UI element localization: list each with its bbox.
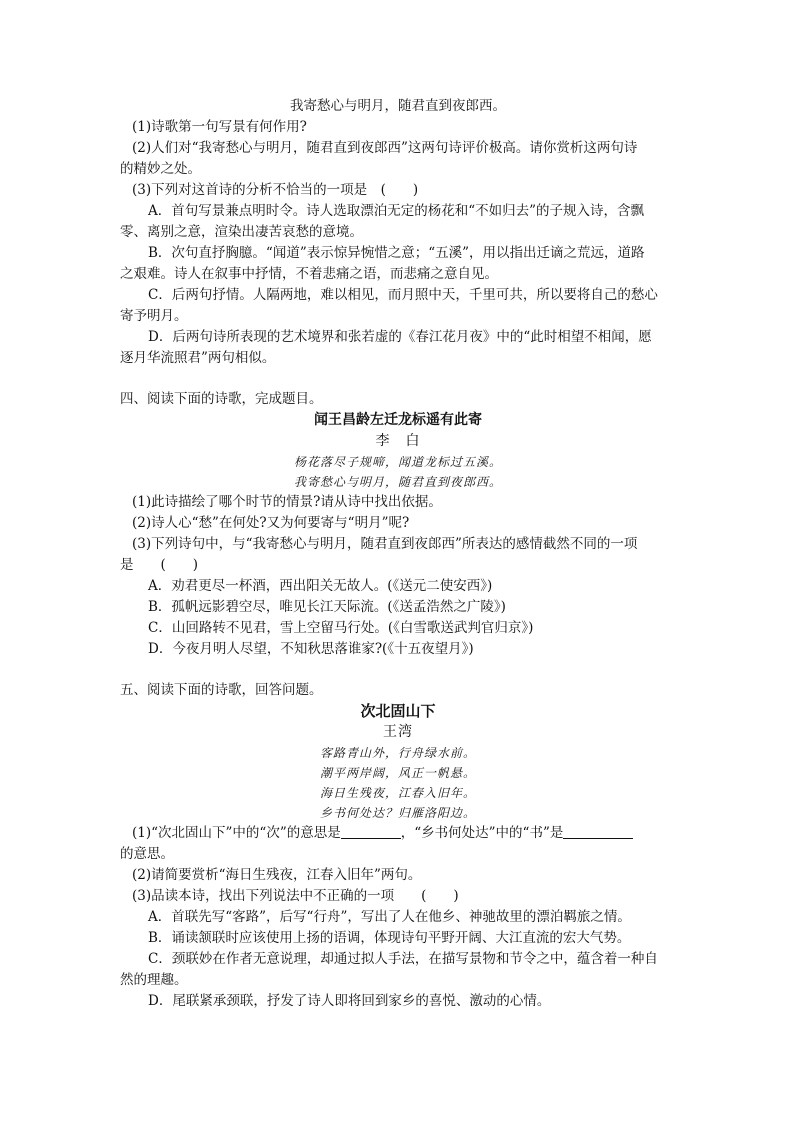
question-3: (3)下列诗句中，与“我寄愁心与明月，随君直到夜郎西”所表达的感情截然不同的一项 bbox=[132, 536, 638, 552]
answer-blank[interactable] bbox=[563, 824, 633, 839]
option-a: A．首句写景兼点明时令。诗人选取漂泊无定的杨花和“不如归去”的子规入诗，含飘 bbox=[148, 203, 645, 219]
option-c: C．山回路转不见君，雪上空留马行处。(《白雪歌送武判官归京》) bbox=[148, 620, 534, 636]
section-4-heading: 四、阅读下面的诗歌，完成题目。 bbox=[120, 391, 323, 407]
question-1-text-mid: ，“乡书何处达”中的“书”是 bbox=[400, 825, 564, 841]
poem-author: 李 白 bbox=[375, 433, 421, 449]
question-1-text: (1)“次北固山下”中的“次”的意思是 bbox=[132, 825, 341, 841]
question-1: (1)诗歌第一句写景有何作用? bbox=[132, 119, 307, 135]
document-content bbox=[120, 96, 676, 1012]
option-d: D．尾联紧承颈联，抒发了诗人即将回到家乡的喜悦、激动的心情。 bbox=[148, 993, 551, 1009]
question-1 bbox=[120, 823, 676, 844]
option-c-cont: 然的理趣。 bbox=[120, 972, 188, 988]
question-2: (2)请简要赏析“海日生残夜，江春入旧年”两句。 bbox=[132, 867, 422, 883]
answer-blank[interactable] bbox=[341, 824, 401, 839]
question-2: (2)人们对“我寄愁心与明月，随君直到夜郎西”这两句诗评价极高。请你赏析这两句诗 bbox=[132, 140, 638, 156]
option-b: B．次句直抒胸臆。“闻道”表示惊异惋惜之意；“五溪”，用以指出迁谪之荒远，道路 bbox=[148, 245, 645, 261]
poem-line: 我寄愁心与明月，随君直到夜郎西。 bbox=[290, 98, 506, 114]
question-3: (3)下列对这首诗的分析不恰当的一项是 ( ) bbox=[132, 182, 419, 198]
section-5-heading: 五、阅读下面的诗歌，回答问题。 bbox=[120, 682, 323, 698]
option-d-cont: 逐月华流照君”两句相似。 bbox=[120, 350, 276, 366]
poem-author: 王湾 bbox=[383, 724, 413, 740]
option-a-cont: 零、离别之意，渲染出凄苦哀愁的意境。 bbox=[120, 224, 363, 240]
question-1-cont: 的意思。 bbox=[120, 846, 174, 862]
poem-title: 闻王昌龄左迁龙标遥有此寄 bbox=[314, 412, 482, 428]
option-c: C．颈联妙在作者无意说理，却通过拟人手法，在描写景物和节令之中，蕴含着一种自 bbox=[148, 951, 658, 967]
poem-line: 客路青山外，行舟绿水前。 bbox=[319, 746, 476, 760]
poem-line: 我寄愁心与明月，随君直到夜郎西。 bbox=[293, 475, 502, 489]
poem-line: 海日生残夜，江春入旧年。 bbox=[319, 786, 476, 800]
option-a: A．首联先写“客路”，后写“行舟”，写出了人在他乡、神驰故里的漂泊羁旅之情。 bbox=[148, 909, 631, 925]
option-b: B．孤帆远影碧空尽，唯见长江天际流。(《送孟浩然之广陵》) bbox=[148, 599, 506, 615]
poem-line: 乡书何处达？归雁洛阳边。 bbox=[319, 806, 476, 820]
question-2-cont: 的精妙之处。 bbox=[120, 161, 201, 177]
option-b-cont: 之艰难。诗人在叙事中抒情，不着悲痛之语，而悲痛之意自见。 bbox=[120, 266, 498, 282]
option-b: B．诵读颔联时应该使用上扬的语调，体现诗句平野开阔、大江直流的宏大气势。 bbox=[148, 930, 631, 946]
option-d: D．后两句诗所表现的艺术境界和张若虚的《春江花月夜》中的“此时相望不相闻，愿 bbox=[148, 329, 652, 345]
option-c: C．后两句抒情。人隔两地，难以相见，而月照中天，千里可共，所以要将自己的愁心 bbox=[148, 287, 658, 303]
question-2: (2)诗人心“愁”在何处?又为何要寄与“明月”呢? bbox=[132, 515, 410, 531]
question-3: (3)品读本诗，找出下列说法中不正确的一项 ( ) bbox=[132, 888, 459, 904]
option-c-cont: 寄予明月。 bbox=[120, 308, 188, 324]
option-a: A．劝君更尽一杯酒，西出阳关无故人。(《送元二使安西》) bbox=[148, 578, 493, 594]
poem-title: 次北固山下 bbox=[360, 702, 436, 720]
option-d: D．今夜月明人尽望，不知秋思落谁家?(《十五夜望月》) bbox=[148, 641, 474, 657]
question-3-cont: 是 ( ) bbox=[120, 557, 199, 573]
poem-line: 杨花落尽子规啼，闻道龙标过五溪。 bbox=[293, 455, 502, 469]
poem-line: 潮平两岸阔，风正一帆悬。 bbox=[319, 766, 476, 780]
question-1: (1)此诗描绘了哪个时节的情景?请从诗中找出依据。 bbox=[132, 494, 442, 510]
